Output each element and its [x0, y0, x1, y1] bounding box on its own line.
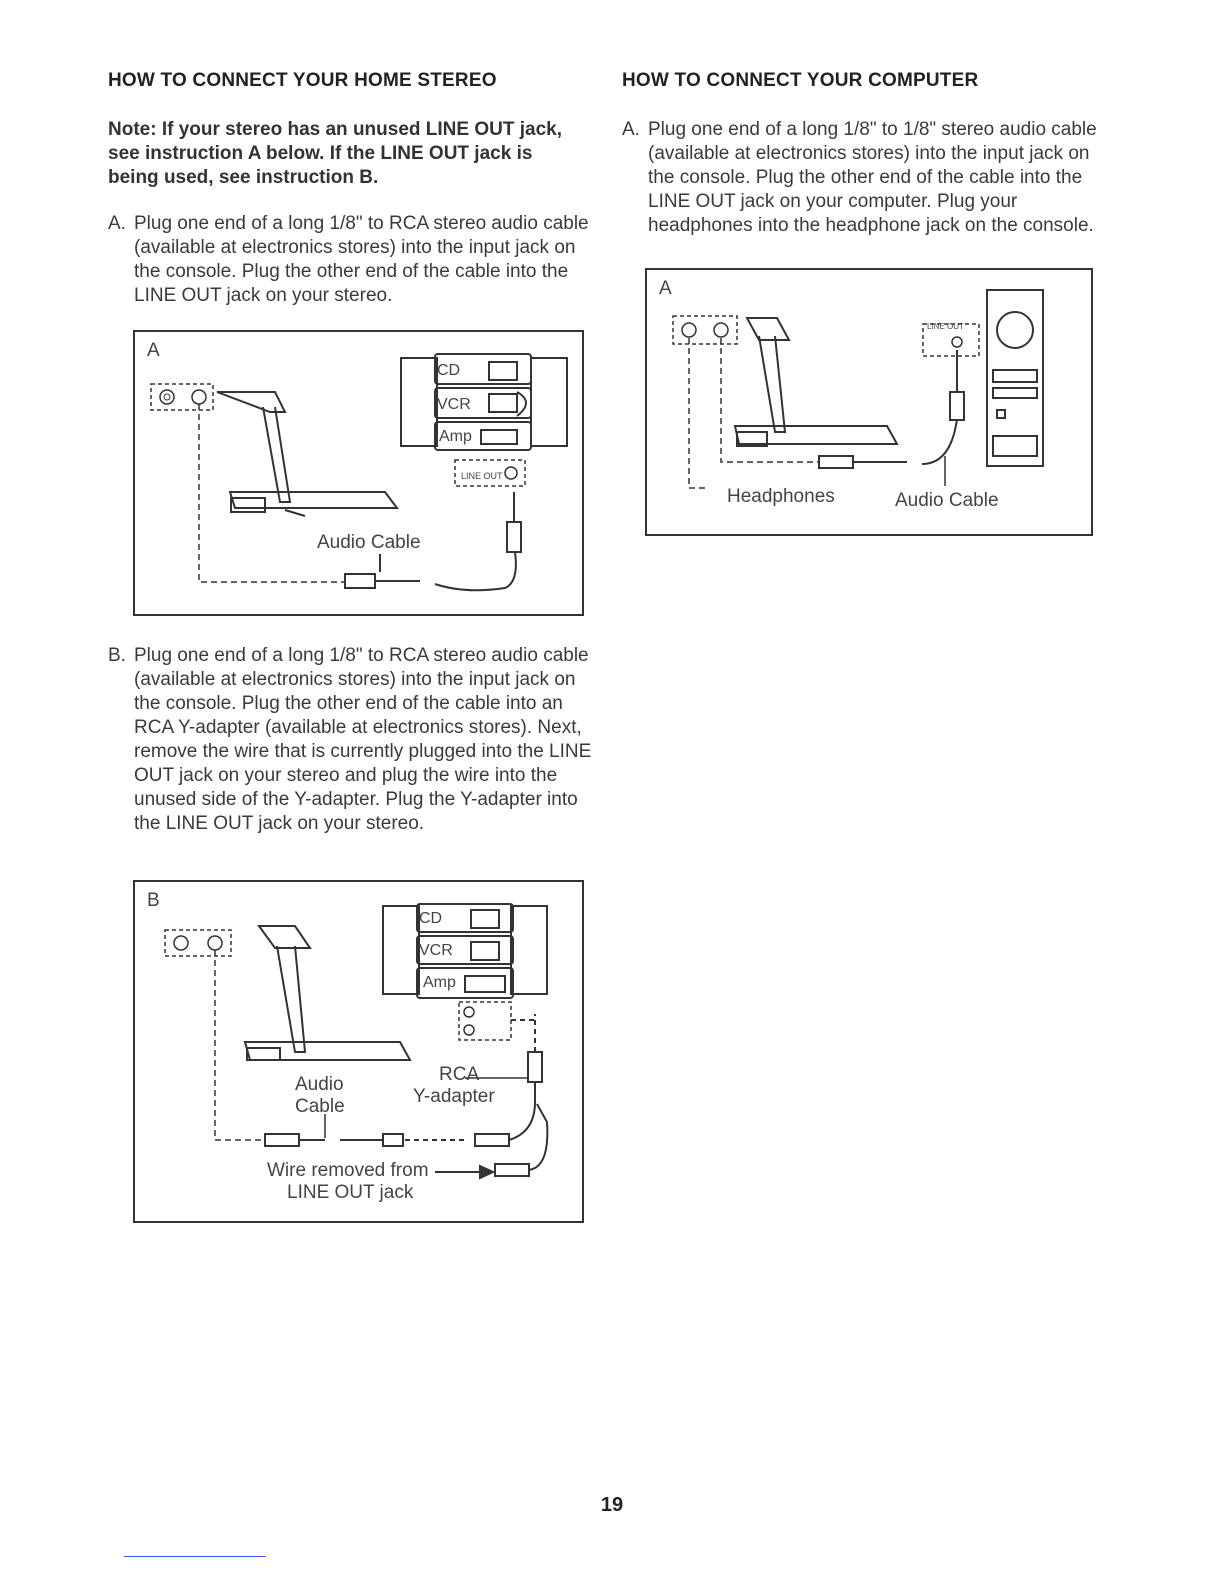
line-out-label: LINE OUT [461, 471, 503, 481]
wire-label-line1: Wire removed from [267, 1160, 429, 1181]
line-out-jack-icon [952, 337, 962, 347]
computer-heading: HOW TO CONNECT YOUR COMPUTER [622, 70, 979, 91]
instruction-letter: A. [622, 119, 640, 140]
page-number: 19 [600, 1494, 624, 1516]
stereo-label-amp: Amp [439, 428, 472, 445]
footer-rule [124, 1556, 266, 1557]
instruction-letter: B. [108, 645, 126, 666]
audio-cable-icon [819, 350, 964, 468]
stereo-label-cd: CD [419, 910, 443, 927]
headphones-route [689, 338, 705, 488]
line-out-label: LINE OUT [927, 322, 964, 331]
input-jack-icon [174, 936, 188, 950]
stereo-label-cd: CD [437, 362, 461, 379]
computer-figure-a [645, 268, 1093, 536]
headphone-jack-icon [714, 323, 728, 337]
wire-label-line2: LINE OUT jack [287, 1182, 414, 1203]
stereo-note: Note: If your stereo has an unused LINE OUT jack, see instruction A below. If the LINE OUT jack is being used, see instruction B. [108, 119, 562, 188]
instruction-text: Plug one end of a long 1/8" to 1/8" stereo audio cable (available at electronics stores) into the input jack on the console. Plug the other end of the cable into the LINE OUT jack on your computer. Plug your headphones into the headphone jack on the console. [648, 119, 1097, 236]
rca-label-line2: Y-adapter [413, 1086, 495, 1107]
input-jack-icon [682, 323, 696, 337]
console-jack-box [165, 930, 231, 956]
figure-letter: B [147, 890, 160, 911]
line-out-jack-icon [464, 1007, 474, 1017]
stereo-system-icon [383, 904, 547, 998]
instruction-text: Plug one end of a long 1/8" to RCA stereo audio cable (available at electronics stores) into the input jack on the console. Plug the other end of the cable into an RCA Y-adapter (available at electronics stores). Next, remove the wire that is currently plugged into the LINE OUT jack on your stereo and plug the wire into the unused side of the Y-adapter. Plug the Y-adapter into the LINE OUT jack on your stereo. [134, 645, 592, 834]
stereo-heading: HOW TO CONNECT YOUR HOME STEREO [108, 70, 497, 91]
headphone-jack-icon [192, 390, 206, 404]
audio-cable-label: Audio Cable [317, 532, 421, 553]
cable-route [215, 950, 265, 1140]
stereo-label-amp: Amp [423, 974, 456, 991]
audio-cable-label-line2: Cable [295, 1096, 345, 1117]
stereo-diagram-a [135, 332, 586, 618]
stereo-instruction-b [108, 644, 592, 836]
figure-letter: A [659, 278, 672, 299]
input-jack-icon [160, 390, 174, 404]
computer-instruction-a [622, 118, 1112, 238]
treadmill-icon [735, 318, 897, 446]
stereo-instruction-a [108, 212, 592, 308]
audio-cable-label-line1: Audio [295, 1074, 344, 1095]
computer-tower-icon [987, 290, 1043, 466]
stereo-label-vcr: VCR [419, 942, 453, 959]
instruction-text: Plug one end of a long 1/8" to RCA stereo audio cable (available at electronics stores) into the input jack on the console. Plug the other end of the cable into the LINE OUT jack on your stereo. [134, 213, 589, 306]
instruction-letter: A. [108, 213, 126, 234]
computer-diagram-a [647, 270, 1095, 538]
line-out-jack-icon [505, 467, 517, 479]
figure-letter: A [147, 340, 160, 361]
stereo-figure-a [133, 330, 584, 616]
rca-label-line1: RCA [439, 1064, 480, 1085]
stereo-system-icon [401, 354, 567, 450]
headphone-jack-icon [208, 936, 222, 950]
audio-cable-label: Audio Cable [895, 490, 999, 511]
stereo-label-vcr: VCR [437, 396, 471, 413]
treadmill-icon [217, 392, 397, 516]
stereo-figure-b [133, 880, 584, 1223]
headphones-label: Headphones [727, 486, 835, 507]
